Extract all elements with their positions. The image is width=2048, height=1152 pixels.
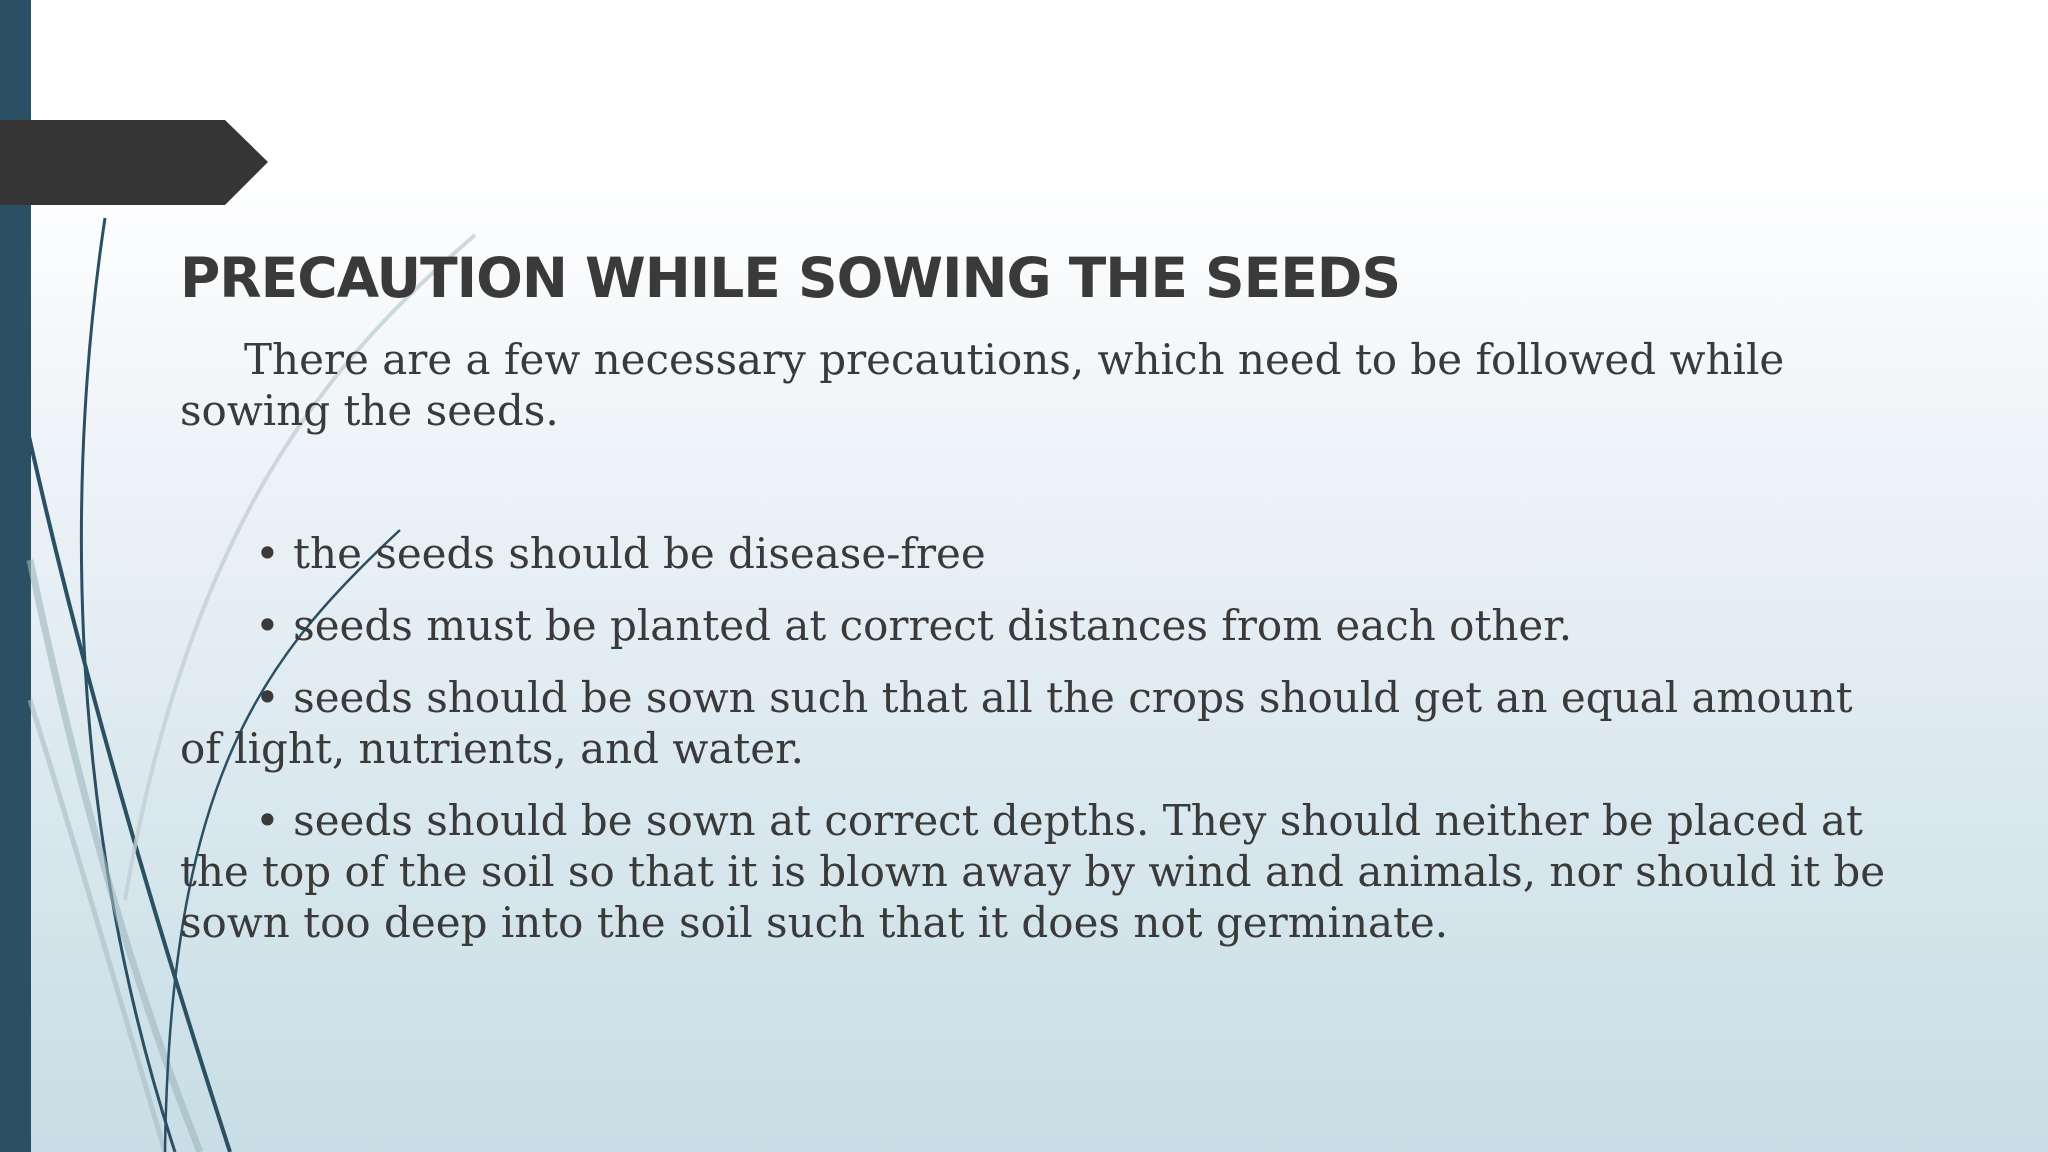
bullet-item <box>180 795 1900 948</box>
intro-paragraph: There are a few necessary precautions, which need to be followed while sowing the seeds. <box>180 335 1785 435</box>
bullet-text: the seeds should be disease-free <box>293 529 986 578</box>
bullet-item <box>180 672 1900 774</box>
bullet-text: seeds should be sown at correct depths. They should neither be placed at the top of the soil so that it is blown away by wind and animals, nor should it be sown too deep into the soil such that it does not germinate. <box>180 796 1886 947</box>
bullet-glyph: • <box>255 796 280 845</box>
bullet-glyph: • <box>255 601 280 650</box>
slide-body <box>180 334 1900 969</box>
bullet-glyph: • <box>255 673 280 722</box>
bullet-text: seeds must be planted at correct distances from each other. <box>293 601 1573 650</box>
slide-title: PRECAUTION WHILE SOWING THE SEEDS <box>180 246 1401 310</box>
bullet-glyph: • <box>255 529 280 578</box>
bullet-item <box>180 600 1900 651</box>
title-arrow-tab <box>0 120 268 205</box>
bullet-item <box>180 528 1900 579</box>
bullet-text: seeds should be sown such that all the crops should get an equal amount of light, nutrients, and water. <box>180 673 1853 773</box>
